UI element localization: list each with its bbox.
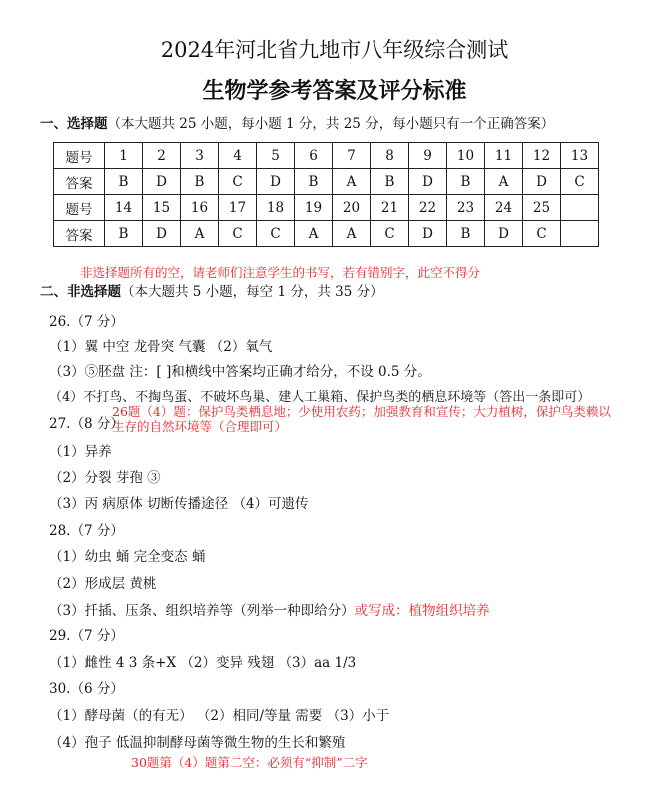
section2-heading: 二、非选择题 <box>40 284 121 300</box>
q28-red-note: 或写成：植物组织培养 <box>354 603 490 619</box>
q26-red-note: 26题（4）题：保护鸟类栖息地；少使用农药；加强教育和宣传；大力植树，保护鸟类赖以生存的自然环境等（合理即可） <box>112 404 611 434</box>
table-cell: C <box>371 221 409 247</box>
table-cell: 4 <box>219 143 257 169</box>
q27-answer-3: （3）丙 病原体 切断传播途径 （4）可遗传 <box>49 496 309 512</box>
q30-red-note: 30题第（4）题第二空：必须有“抑制”二字 <box>131 755 368 770</box>
table-cell: B <box>447 221 485 247</box>
table-cell: A <box>295 221 333 247</box>
exam-title: 2024年河北省九地市八年级综合测试 <box>160 38 509 62</box>
q28-answer-3 <box>49 599 490 619</box>
section1-heading: 一、选择题 <box>40 116 108 132</box>
table-cell: B <box>447 169 485 195</box>
section1-desc: （本大题共 25 小题，每小题 1 分，共 25 分，每小题只有一个正确答案） <box>107 116 555 132</box>
table-cell: 23 <box>447 195 485 221</box>
q28-heading: 28.（7 分） <box>49 523 124 539</box>
q28-answer-3-text: （3）扦插、压条、组织培养等（列举一种即给分） <box>49 603 355 619</box>
q26-heading: 26.（7 分） <box>49 314 124 330</box>
table-row <box>54 143 599 169</box>
q29-answer-1: （1）雌性 4 3 条+X （2）变异 残翅 （3）aa 1/3 <box>49 655 357 671</box>
q27-answer-1: （1）异养 <box>49 444 112 460</box>
table-cell: 21 <box>371 195 409 221</box>
table-cell: 16 <box>181 195 219 221</box>
table-cell: 10 <box>447 143 485 169</box>
section2-desc: （本大题共 5 小题，每空 1 分，共 35 分） <box>121 284 384 300</box>
table-cell: 9 <box>409 143 447 169</box>
table-cell: 12 <box>523 143 561 169</box>
table-cell: 1 <box>105 143 143 169</box>
table-cell: D <box>523 169 561 195</box>
table-cell: C <box>523 221 561 247</box>
table-cell: D <box>143 169 181 195</box>
q30-heading: 30.（6 分） <box>49 681 124 697</box>
table-cell: A <box>181 221 219 247</box>
table-cell: C <box>219 169 257 195</box>
table-cell: B <box>105 221 143 247</box>
table-cell: 13 <box>561 143 599 169</box>
table-cell: D <box>409 221 447 247</box>
document-subtitle: 生物学参考答案及评分标准 <box>202 78 467 104</box>
q29-heading: 29.（7 分） <box>49 628 124 644</box>
table-cell: B <box>295 169 333 195</box>
table-cell: 19 <box>295 195 333 221</box>
q30-answer-1: （1）酵母菌（的有无） （2）相同/等量 需要 （3）小于 <box>49 708 390 724</box>
table-cell: 22 <box>409 195 447 221</box>
table-cell: A <box>333 169 371 195</box>
table-cell: 25 <box>523 195 561 221</box>
q30-answer-4: （4）孢子 低温抑制酵母菌等微生物的生长和繁殖 <box>49 735 346 751</box>
q26-answer-1: （1）翼 中空 龙骨突 气囊 （2）氧气 <box>49 339 273 355</box>
table-row-header: 题号 <box>54 143 105 169</box>
table-cell: 6 <box>295 143 333 169</box>
table-cell: 15 <box>143 195 181 221</box>
table-cell: 3 <box>181 143 219 169</box>
table-cell: C <box>561 169 599 195</box>
q26-answer-3: （3）⑤胚盘 注：[ ]和横线中答案均正确才给分，不设 0.5 分。 <box>49 364 431 380</box>
table-cell <box>561 221 599 247</box>
q28-answer-2: （2）形成层 黄桃 <box>49 576 157 592</box>
table-cell: D <box>485 221 523 247</box>
table-cell: 5 <box>257 143 295 169</box>
table-cell: 20 <box>333 195 371 221</box>
table-cell: 14 <box>105 195 143 221</box>
table-cell: 11 <box>485 143 523 169</box>
table-cell: A <box>333 221 371 247</box>
table-cell: 24 <box>485 195 523 221</box>
q28-answer-1: （1）幼虫 蛹 完全变态 蛹 <box>49 549 206 565</box>
table-row <box>54 221 599 247</box>
table-cell <box>561 195 599 221</box>
table-cell: D <box>143 221 181 247</box>
table-row <box>54 169 599 195</box>
table-row-header: 答案 <box>54 169 105 195</box>
table-cell: 17 <box>219 195 257 221</box>
table-cell: B <box>181 169 219 195</box>
q26-answer-4: （4）不打鸟、不掏鸟蛋、不破坏鸟巢、建人工巢箱、保护鸟类的栖息环境等（答出一条即可） <box>49 390 591 405</box>
section2-header <box>40 280 384 300</box>
table-cell: B <box>371 169 409 195</box>
table-cell: A <box>485 169 523 195</box>
section1-header <box>40 112 554 132</box>
red-note-writing: 非选择题所有的空，请老师们注意学生的书写，若有错别字，此空不得分 <box>80 265 481 280</box>
q27-heading: 27.（8 分） <box>49 416 124 432</box>
table-row-header: 答案 <box>54 221 105 247</box>
q27-answer-2: （2）分裂 芽孢 ③ <box>49 470 161 486</box>
table-cell: D <box>257 169 295 195</box>
table-cell: 2 <box>143 143 181 169</box>
table-row <box>54 195 599 221</box>
table-cell: C <box>257 221 295 247</box>
table-cell: 8 <box>371 143 409 169</box>
table-cell: C <box>219 221 257 247</box>
table-cell: B <box>105 169 143 195</box>
table-row-header: 题号 <box>54 195 105 221</box>
table-cell: 7 <box>333 143 371 169</box>
table-cell: 18 <box>257 195 295 221</box>
table-cell: D <box>409 169 447 195</box>
answer-table <box>53 142 599 247</box>
